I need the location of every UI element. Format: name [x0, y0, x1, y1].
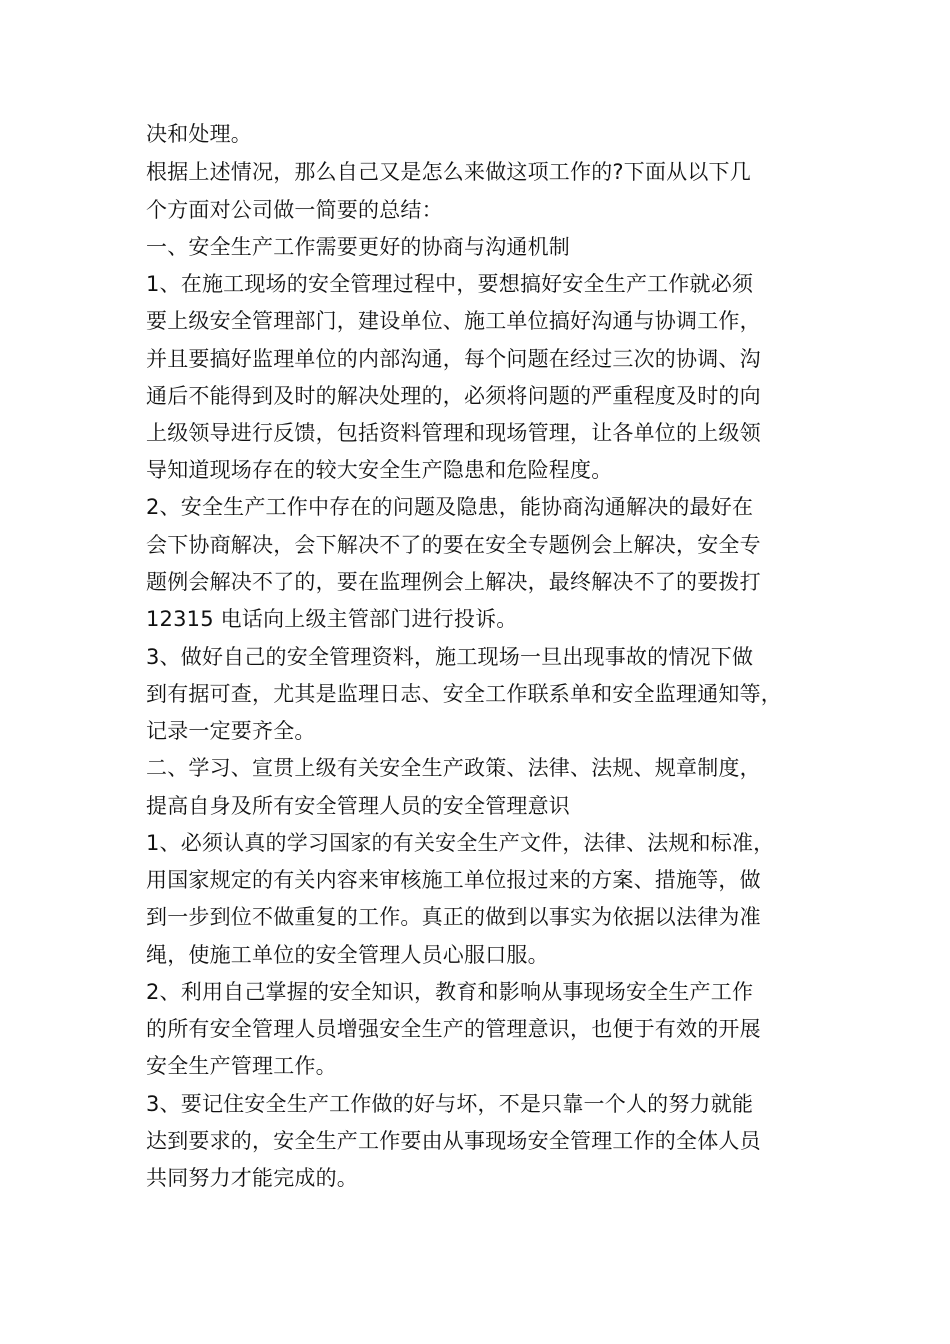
- text-line: 1、必须认真的学习国家的有关安全生产文件，法律、法规和标准，: [146, 831, 775, 855]
- text-line: 共同努力才能完成的。: [146, 1166, 358, 1190]
- text-line: 到有据可查，尤其是监理日志、安全工作联系单和安全监理通知等，: [146, 682, 782, 706]
- text-line: 会下协商解决，会下解决不了的要在安全专题例会上解决，安全专: [146, 533, 761, 557]
- text-line: 1、在施工现场的安全管理过程中，要想搞好安全生产工作就必须: [146, 272, 754, 296]
- text-line: 12315 电话向上级主管部门进行投诉。: [146, 607, 518, 631]
- section-heading: 提高自身及所有安全管理人员的安全管理意识: [146, 794, 570, 818]
- text-line: 记录一定要齐全。: [146, 719, 316, 743]
- text-line: 题例会解决不了的，要在监理例会上解决，最终解决不了的要拨打: [146, 570, 761, 594]
- section-heading: 二、学习、宣贯上级有关安全生产政策、法律、法规、规章制度，: [146, 756, 761, 780]
- text-line: 绳，使施工单位的安全管理人员心服口服。: [146, 943, 549, 967]
- text-line: 导知道现场存在的较大安全生产隐患和危险程度。: [146, 458, 613, 482]
- text-line: 上级领导进行反馈，包括资料管理和现场管理，让各单位的上级领: [146, 421, 761, 445]
- text-line: 个方面对公司做一简要的总结：: [146, 198, 443, 222]
- text-line: 决和处理。: [146, 122, 252, 146]
- text-line: 到一步到位不做重复的工作。真正的做到以事实为依据以法律为准: [146, 905, 761, 929]
- text-line: 根据上述情况，那么自己又是怎么来做这项工作的?下面从以下几: [146, 160, 751, 184]
- text-line: 3、做好自己的安全管理资料，施工现场一旦出现事故的情况下做: [146, 645, 754, 669]
- text-line: 达到要求的，安全生产工作要由从事现场安全管理工作的全体人员: [146, 1129, 761, 1153]
- text-line: 2、利用自己掌握的安全知识，教育和影响从事现场安全生产工作: [146, 980, 754, 1004]
- text-line: 2、安全生产工作中存在的问题及隐患，能协商沟通解决的最好在: [146, 495, 754, 519]
- text-line: 的所有安全管理人员增强安全生产的管理意识，也便于有效的开展: [146, 1017, 761, 1041]
- text-line: 3、要记住安全生产工作做的好与坏，不是只靠一个人的努力就能: [146, 1092, 754, 1116]
- section-heading: 一、安全生产工作需要更好的协商与沟通机制: [146, 235, 570, 259]
- text-line: 并且要搞好监理单位的内部沟通，每个问题在经过三次的协调、沟: [146, 347, 761, 371]
- text-line: 用国家规定的有关内容来审核施工单位报过来的方案、措施等，做: [146, 868, 761, 892]
- text-line: 通后不能得到及时的解决处理的，必须将问题的严重程度及时的向: [146, 384, 761, 408]
- text-line: 要上级安全管理部门，建设单位、施工单位搞好沟通与协调工作，: [146, 309, 761, 333]
- text-line: 安全生产管理工作。: [146, 1054, 337, 1078]
